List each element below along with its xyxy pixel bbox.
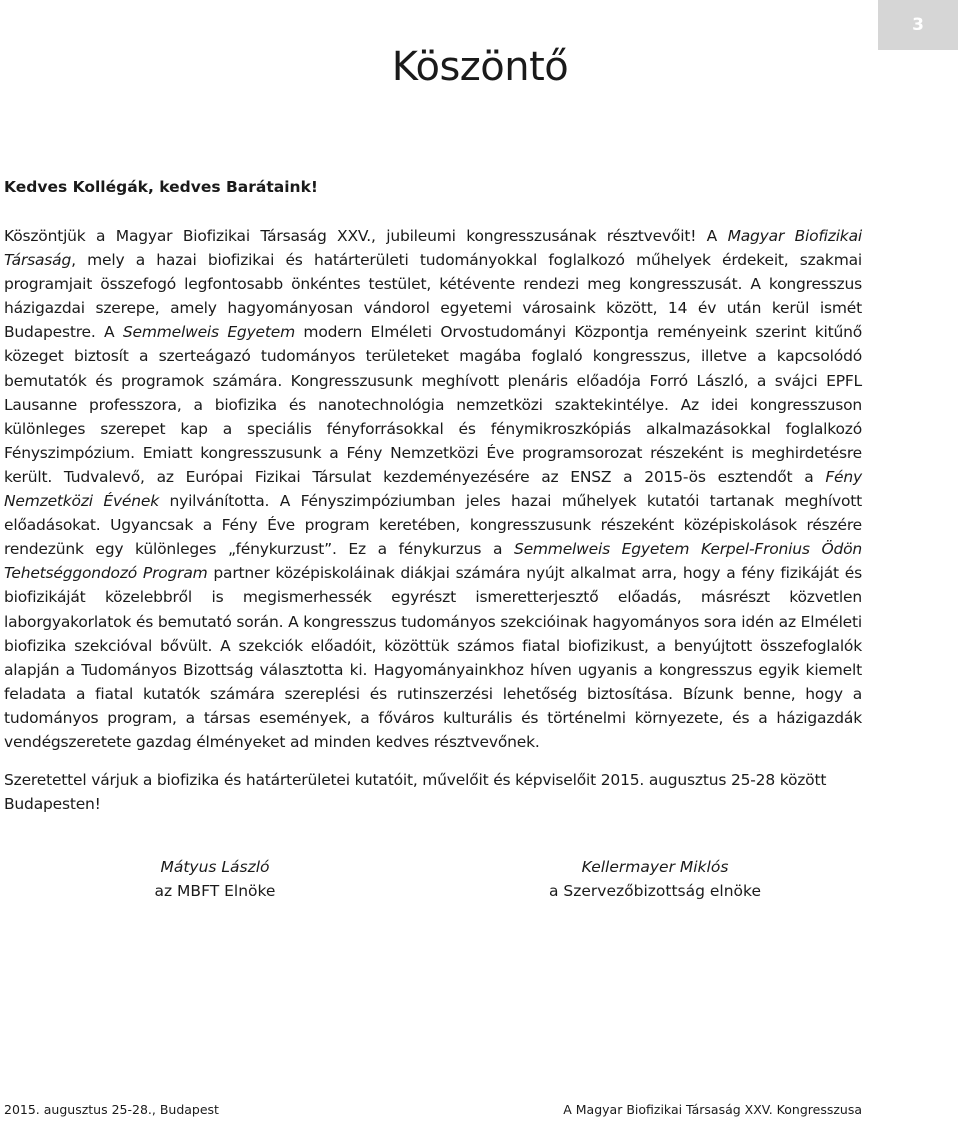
footer-congress-name: A Magyar Biofizikai Társaság XXV. Kongresszusa bbox=[563, 1102, 862, 1117]
footer-date-location: 2015. augusztus 25-28., Budapest bbox=[4, 1102, 219, 1117]
signature-left-name: Mátyus László bbox=[160, 858, 270, 876]
body-text-segment: , mely a hazai biofizikai és határterületi tudományokkal foglalkozó műhelyek érdekeit, szakmai programjait összefogó legfontosabb önkéntes testület, kétévente rendezi meg kongresszusát. A kongresszus házigazdai szerepe, amely hagyományosan vándorol egyetemi városaink között, 14 év után kerül ismét Budapestre. A bbox=[4, 251, 862, 342]
signature-left bbox=[110, 855, 320, 903]
body-text-segment: nyilvánította. A Fényszimpóziumban jeles hazai műhelyek kutatói tartanak meghívott előadásokat. Ugyancsak a Fény Éve program keretében, kongresszusunk részeként középiskolások részére rendezünk egy különleges „fénykurzust”. Ez a fénykurzus a bbox=[4, 492, 862, 559]
body-text-segment: partner középiskoláinak diákjai számára nyújt alkalmat arra, hogy a fény fizikáját és biofizikáját közelebbről is megismerhessék egyrészt ismeretterjesztő előadás, másrészt közvetlen laborgyakorlatok és bemutató során. A kongresszus tudományos szekcióinak hagyományos sora idén az Elméleti biofizika szekcióval bővült. A szekciók előadóit, közöttük számos fiatal biofizikust, a benyújtott összefoglalók alapján a Tudományos Bizottság választotta ki. Hagyományainkhoz híven ugyanis a kongresszus egyik kiemelt feladata a fiatal kutatók számára szereplési és rutinszerzési lehetőség biztosítása. Bízunk benne, hogy a tudományos program, a társas események, a főváros kulturális és történelmi környezete, és a házigazdák vendégszeretete gazdag élményeket ad minden kedves résztvevőnek. bbox=[4, 564, 862, 751]
body-text-segment: Köszöntjük a Magyar Biofizikai Társaság XXV., jubileumi kongresszusának résztvevőit! A bbox=[4, 227, 728, 245]
university-name-italic: Semmelweis Egyetem bbox=[122, 323, 295, 342]
body-text-segment: modern Elméleti Orvostudományi Központja reményeink szerint kitűnő közeget biztosít a szerteágazó tudományos területeket magába foglaló kongresszus, illetve a kapcsolódó bemutatók és programok számára. Kongresszusunk meghívott plenáris előadója Forró László, a svájci EPFL Lausanne professzora, a biofizika és nanotechnológia nemzetközi szaktekintélye. Az idei kongresszuson különleges szerepet kap a speciális fényforrásokkal és fénymikroszkópiás alkalmazásokkal foglalkozó Fényszimpózium. Emiatt kongresszusunk a Fény Nemzetközi Éve programsorozat részeként is meghirdetésre került. Tudvalevő, az Európai Fizikai Társulat kezdeményezésére az ENSZ a 2015-ös esztendőt a bbox=[4, 323, 862, 486]
signature-right-name: Kellermayer Miklós bbox=[581, 858, 729, 876]
greeting: Kedves Kollégák, kedves Barátaink! bbox=[4, 178, 318, 196]
closing-paragraph: Szeretettel várjuk a biofizika és határterületei kutatóit, művelőit és képviselőit 2015. augusztus 25-28 között Budapesten! bbox=[4, 771, 827, 814]
signature-right bbox=[530, 855, 780, 903]
page-title: Köszöntő bbox=[391, 44, 569, 90]
society-name-italic: Magyar Biofizikai Társaság bbox=[4, 227, 862, 270]
light-year-italic: Fény Nemzetközi Évének bbox=[4, 467, 862, 511]
page-number-badge: 3 bbox=[878, 0, 958, 50]
talent-program-italic: Semmelweis Egyetem Kerpel-Fronius Ödön Tehetséggondozó Program bbox=[4, 540, 862, 583]
body-paragraph bbox=[4, 224, 862, 754]
signature-right-role: a Szervezőbizottság elnöke bbox=[548, 882, 761, 900]
signature-left-role: az MBFT Elnöke bbox=[154, 882, 276, 900]
